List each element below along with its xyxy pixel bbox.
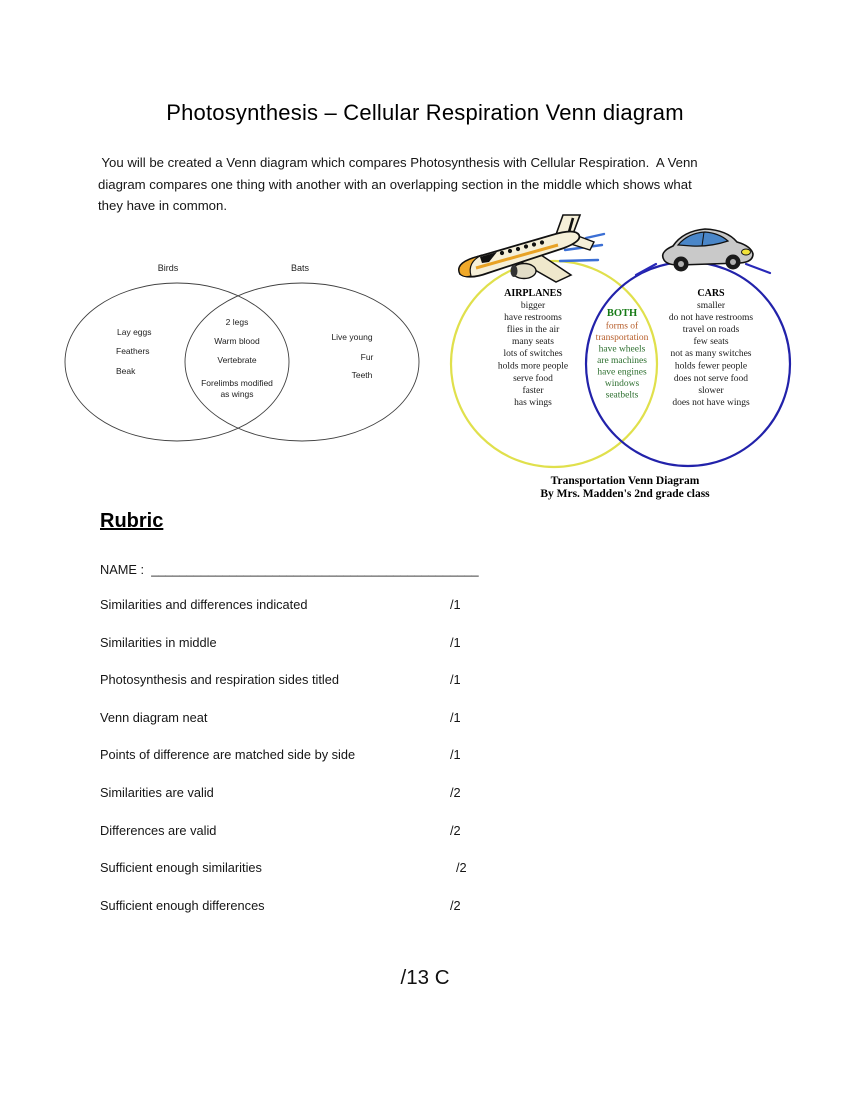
airplane-clipart <box>459 215 604 282</box>
rubric-item-score: /1 <box>450 597 461 612</box>
birds-item: Lay eggs <box>117 327 152 337</box>
rubric-item-score: /1 <box>450 747 461 763</box>
shared-item: 2 legs <box>225 317 249 327</box>
rubric-item-score: /1 <box>450 672 461 688</box>
page-title: Photosynthesis – Cellular Respiration Venn diagram <box>166 100 684 125</box>
birds-bats-venn-diagram <box>55 255 435 455</box>
rubric-heading: Rubric <box>100 510 164 532</box>
rubric-row <box>100 736 480 774</box>
airplanes-item: lots of switches <box>503 349 563 359</box>
shared-item-line2: as wings <box>220 389 254 399</box>
transportation-venn-diagram <box>440 208 805 508</box>
airplanes-item: serve food <box>513 374 553 384</box>
cars-item: do not have restrooms <box>668 313 754 323</box>
shared-item-line1: Forelimbs modified <box>201 378 273 388</box>
rubric-item-label: Similarities and differences indicated <box>100 597 308 612</box>
rubric-item-score: /2 <box>450 784 461 800</box>
bats-item: Fur <box>360 352 374 362</box>
cars-item: does not serve food <box>673 374 749 384</box>
airplanes-item: holds more people <box>497 361 569 372</box>
rubric-item-label: Points of difference are matched side by side <box>100 747 356 763</box>
rubric-item-label: Differences are valid <box>100 822 217 838</box>
airplanes-title: AIRPLANES <box>504 288 562 299</box>
rubric-item-score: /1 <box>450 634 461 650</box>
cars-item: smaller <box>697 301 725 311</box>
rubric-item-label: Similarities in middle <box>100 634 217 650</box>
cars-item: does not have wings <box>672 398 750 408</box>
cars-item: not as many switches <box>670 349 752 359</box>
name-blank-line: ______________________________________________ <box>151 562 479 577</box>
airplanes-item: many seats <box>512 337 554 347</box>
rubric-row <box>100 849 480 887</box>
rubric-item-label: Similarities are valid <box>100 784 214 800</box>
cars-item: holds fewer people <box>674 361 748 372</box>
both-item: transportation <box>595 333 649 343</box>
shared-item: Warm blood <box>214 336 260 346</box>
rubric-item-score: /2 <box>450 897 461 913</box>
rubric-item-score: /2 <box>450 822 461 838</box>
intro-line-2: diagram compares one thing with another with an overlapping section in the middle which shows what <box>98 176 692 192</box>
intro-line-3: they have in common. <box>98 198 228 214</box>
bats-label: Bats <box>290 263 310 273</box>
airplanes-item: faster <box>522 386 544 396</box>
total-score: /13 C <box>400 966 450 989</box>
rubric-row <box>100 624 480 662</box>
rubric-row <box>100 699 480 737</box>
both-item: windows <box>604 379 640 389</box>
birds-item: Feathers <box>116 346 150 356</box>
venn-caption-line2: By Mrs. Madden's 2nd grade class <box>540 488 710 500</box>
rubric-item-label: Photosynthesis and respiration sides titled <box>100 672 340 688</box>
rubric-item-label: Venn diagram neat <box>100 709 208 725</box>
airplanes-item: bigger <box>520 301 546 311</box>
airplanes-item: has wings <box>514 398 552 408</box>
rubric-item-label: Sufficient enough similarities <box>100 860 262 876</box>
rubric-row <box>100 586 480 624</box>
rubric-list <box>100 586 480 924</box>
rubric-item-score: /2 <box>456 860 467 876</box>
both-item: forms of <box>605 321 639 332</box>
bats-item: Live young <box>331 332 373 342</box>
rubric-row <box>100 774 480 812</box>
shared-item: Vertebrate <box>217 355 257 365</box>
birds-item: Beak <box>116 366 136 376</box>
birds-label: Birds <box>157 263 179 273</box>
rubric-item-score: /1 <box>450 709 461 725</box>
name-label: NAME : <box>100 562 152 577</box>
both-item: are machines <box>597 356 647 366</box>
rubric-row <box>100 812 480 850</box>
airplanes-item: have restrooms <box>504 313 562 323</box>
rubric-item-label: Sufficient enough differences <box>100 897 265 913</box>
venn-caption-line1: Transportation Venn Diagram <box>550 475 700 487</box>
cars-item: few seats <box>693 337 729 347</box>
both-item: seatbelts <box>605 390 639 401</box>
rubric-row <box>100 887 480 925</box>
rubric-row <box>100 661 480 699</box>
intro-line-1: You will be created a Venn diagram which compares Photosynthesis with Cellular Respiration. A Venn <box>98 155 698 170</box>
both-item: have wheels <box>598 344 646 355</box>
cars-title: CARS <box>697 288 725 299</box>
cars-item: slower <box>698 386 724 396</box>
bats-item: Teeth <box>351 370 373 380</box>
airplanes-item: flies in the air <box>506 325 560 335</box>
both-item: have engines <box>597 367 647 378</box>
both-title: BOTH <box>606 308 638 319</box>
cars-item: travel on roads <box>682 325 740 335</box>
name-line <box>100 562 479 577</box>
